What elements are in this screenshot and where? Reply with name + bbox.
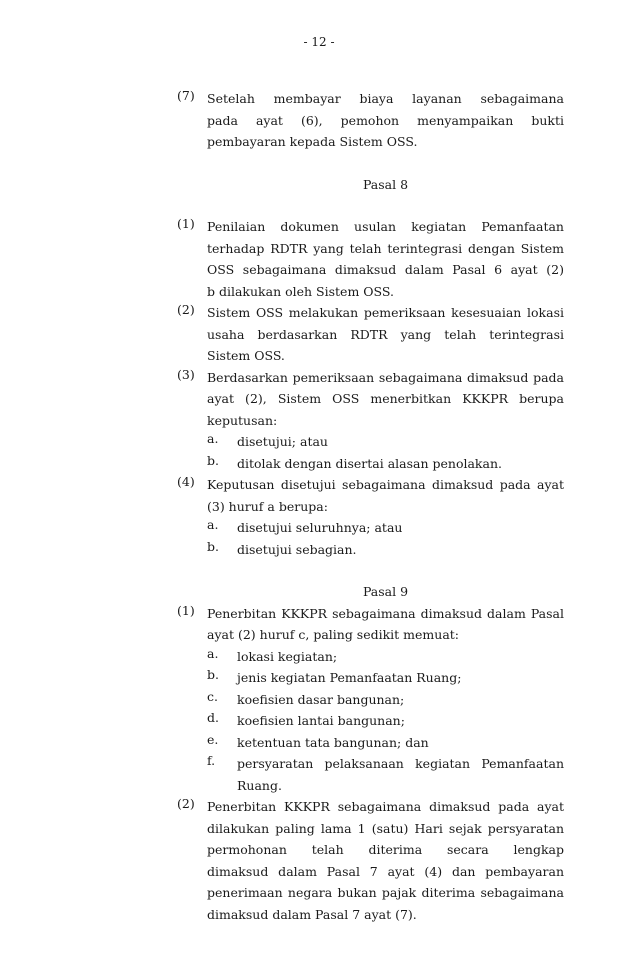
paragraph-line: b dilakukan oleh Sistem OSS. bbox=[207, 283, 394, 299]
paragraph-line: Penerbitan KKKPR sebagaimana dimaksud pada ayat bbox=[207, 799, 564, 814]
page-number: - 12 - bbox=[303, 35, 335, 49]
list-text: persyaratan pelaksanaan kegiatan Pemanfaatan bbox=[237, 756, 564, 771]
list-text: koefisien lantai bangunan; bbox=[237, 713, 405, 728]
paragraph-line: terhadap RDTR yang telah terintegrasi dengan Sistem bbox=[207, 240, 564, 256]
list-letter: b. bbox=[207, 667, 219, 682]
paragraph-line: Setelah membayar biaya layanan sebagaimana bbox=[207, 91, 564, 106]
list-text: disetujui seluruhnya; atau bbox=[237, 520, 403, 535]
list-text: ditolak dengan disertai alasan penolakan. bbox=[237, 455, 502, 471]
paragraph-number: (1) bbox=[177, 602, 195, 618]
paragraph-line: ayat (2), Sistem OSS menerbitkan KKKPR berupa bbox=[207, 391, 564, 406]
list-letter: d. bbox=[207, 710, 219, 725]
list-text: disetujui; atau bbox=[237, 434, 328, 449]
paragraph-line: pada ayat (6), pemohon menyampaikan bukti bbox=[207, 112, 564, 128]
list-text: disetujui sebagian. bbox=[237, 541, 357, 557]
list-item bbox=[207, 710, 564, 732]
paragraph-line: Berdasarkan pemeriksaan sebagaimana dimaksud pada bbox=[207, 369, 564, 385]
list-item bbox=[207, 667, 564, 689]
paragraph-line: pembayaran kepada Sistem OSS. bbox=[207, 134, 418, 149]
pasal7-ayat-7 bbox=[177, 88, 564, 153]
paragraph-line: Sistem OSS melakukan pemeriksaan kesesuaian lokasi bbox=[207, 305, 564, 320]
list-text: jenis kegiatan Pemanfaatan Ruang; bbox=[237, 670, 462, 685]
paragraph-number: (3) bbox=[177, 366, 195, 382]
list-item bbox=[207, 517, 564, 539]
paragraph-line: dimaksud dalam Pasal 7 ayat (7). bbox=[207, 906, 417, 922]
paragraph-line: Penilaian dokumen usulan kegiatan Pemanfaatan bbox=[207, 219, 564, 234]
list-item bbox=[207, 753, 564, 796]
list-item bbox=[207, 431, 564, 453]
list-text: lokasi kegiatan; bbox=[237, 648, 338, 664]
pasal9-ayat-2 bbox=[177, 796, 564, 925]
list-letter: b. bbox=[207, 452, 219, 468]
list-item bbox=[207, 689, 564, 711]
paragraph-number: (2) bbox=[177, 796, 195, 811]
list-letter: a. bbox=[207, 431, 219, 446]
paragraph-number: (4) bbox=[177, 474, 195, 489]
paragraph-line: ayat (2) huruf c, paling sedikit memuat: bbox=[207, 627, 460, 642]
pasal8-ayat-1 bbox=[177, 216, 564, 302]
list-letter: c. bbox=[207, 688, 218, 704]
paragraph-number: (7) bbox=[177, 88, 195, 103]
paragraph-line: Penerbitan KKKPR sebagaimana dimaksud dalam Pasal bbox=[207, 605, 564, 621]
paragraph-number: (2) bbox=[177, 302, 195, 317]
paragraph-line: keputusan: bbox=[207, 412, 278, 428]
pasal8-ayat-4 bbox=[177, 474, 564, 560]
paragraph-line: penerimaan negara bukan pajak diterima sebagaimana bbox=[207, 885, 564, 900]
paragraph-number: (1) bbox=[177, 216, 195, 231]
document-body bbox=[177, 88, 564, 925]
list-letter: a. bbox=[207, 645, 219, 661]
paragraph-line: dimaksud dalam Pasal 7 ayat (4) dan pembayaran bbox=[207, 863, 564, 879]
pasal8-heading: Pasal 8 bbox=[362, 176, 409, 192]
paragraph-line: Keputusan disetujui sebagaimana dimaksud pada ayat bbox=[207, 477, 564, 492]
pasal8-ayat-2 bbox=[177, 302, 564, 367]
list-letter: a. bbox=[207, 517, 219, 532]
list-letter: b. bbox=[207, 538, 219, 554]
list-item bbox=[207, 539, 564, 561]
pasal9-ayat-1 bbox=[177, 603, 564, 797]
pasal9-heading: Pasal 9 bbox=[362, 584, 409, 599]
paragraph-line: usaha berdasarkan RDTR yang telah terintegrasi bbox=[207, 326, 564, 342]
paragraph-line: (3) huruf a berupa: bbox=[207, 498, 328, 514]
list-text: koefisien dasar bangunan; bbox=[237, 691, 405, 707]
paragraph-line: permohonan telah diterima secara lengkap bbox=[207, 842, 564, 857]
list-text: Ruang. bbox=[237, 777, 282, 793]
list-item bbox=[207, 453, 564, 475]
list-text: ketentuan tata bangunan; dan bbox=[237, 734, 429, 750]
pasal8-ayat-3 bbox=[177, 367, 564, 475]
list-letter: e. bbox=[207, 731, 219, 747]
paragraph-line: Sistem OSS. bbox=[207, 348, 285, 363]
list-letter: f. bbox=[207, 753, 216, 768]
list-item bbox=[207, 646, 564, 668]
paragraph-line: dilakukan paling lama 1 (satu) Hari sejak persyaratan bbox=[207, 820, 564, 836]
paragraph-line: OSS sebagaimana dimaksud dalam Pasal 6 ayat (2) bbox=[207, 262, 564, 277]
list-item bbox=[207, 732, 564, 754]
